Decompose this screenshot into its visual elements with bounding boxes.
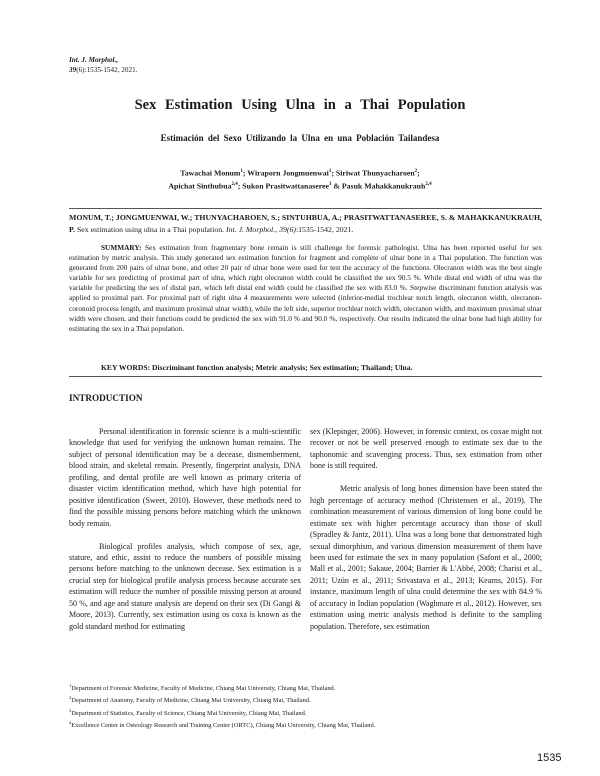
citation-block [69,212,542,235]
section-heading-introduction: INTRODUCTION [69,393,143,403]
right-column [310,426,542,644]
journal-volume: 39 [69,66,77,74]
keywords: KEY WORDS: Discriminant function analysis; Metric analysis; Sex estimation; Thailand; Ulna. [101,363,413,372]
article-subtitle: Estimación del Sexo Utilizando la Ulna en una Población Tailandesa [160,133,440,143]
footnote-text: Department of Forensic Medicine, Faculty of Medicine, Chiang Mai University, Chiang Mai, Thailand. [71,685,336,693]
paragraph: sex (Klepinger, 2006). However, in forensic context, os coxae might not recover or not be well preserved enough to estimate sex due to the taphonomic and scavenging process. Thus, sex estimation from other bone is still required. [310,427,542,471]
paragraph: Metric analysis of long bones dimension have been stated the high percentage of accuracy method (Christensen et al., 2019). The combination measurement of various dimension of long bone could be estimate sex with higher percentage accuracy than those of skull (Spradley & Jantz, 2011). Ulna was a long bone that demonstrated high sexual dimorphism, and various dimension measurement of them have been used for estimate the sex in many population (Safont et al., 2000; Mall et al., 2001; Sakaue, 2004; Barrier & L'Abbé, 2008; Charisi et al., 2011; Uzün et al., 2011; Srivastava et al., 2013; Kearns, 2015). For instance, maximum length of ulna could determine the sex with 84.9 % of accuracy in Indian population (Waghmare et al., 2012). However, sex estimation using metric analysis method is definite to the sampling population. Therefore, sex estimation [310,484,542,631]
paragraph: Personal identification in forensic science is a multi-scientific knowledge that used for verifying the unknown human remains. The subject of personal identification may be a decease, dismemberment, blood strain, and skeletal remain. Presently, fingerprint analysis, DNA profiling, and dental profile are well known as primary criteria of disaster victim identification method, which have high potential for positive identification (Sweet, 2010). However, these methods need to find the possible missing persons before matching which the unknown body remain. [69,427,301,528]
journal-header [69,55,137,75]
left-column [69,426,301,644]
author-name: Sukon Prasitwattanaseree [242,181,329,191]
article-title: Sex Estimation Using Ulna in a Thai Population [134,97,466,113]
author-affiliation: 2,4 [231,182,238,188]
abstract [69,243,542,334]
author-affiliation: 1 [328,169,332,174]
footnote-marker: 2 [69,695,72,701]
citation-title: Sex estimation using ulna in a Thai population. [75,224,227,234]
paragraph: Biological profiles analysis, which compose of sex, age, stature, and ethic, assist to reduce the numbers of possible missing persons before matching to the unknown decease. Sex estimation is a crucial step for biological profile analysis process because accurate sex estimation will reduce the number of possible missing person at around 50 %, and age and stature analysis are depend on their sex (Di Gangi & Moore, 2013). Currently, sex estimation using os coxa is known as the gold standard method for estimating [69,541,301,631]
summary-text: Sex estimation from fragmentary bone remain is still challenge for forensic pathologist. Ulna has been reported useful for sex estimation by metric analysis. This study generated sex estimation function for fragment and complete of ulnar bone in a Thai population. The function was generated from 200 pairs of ulnar bone, and other 20 pair of ulnar bone were used for test the accuracy of the functions. Olecranon width was the best single variable for sex predicting of proximal part of ulna, which right olecranon width could be classified the sex 90.5 %. While distal end width of ulna was the variable for predicting the sex of distal part, which left distal end width could be classified the sex with 83.0 %. Stepwise discriminant function analysis was applied to proximal part. For proximal part of right ulna 4 measurements were selected (inferior-medial trochlear notch length, olecranon width, olecranon-coronoid process length, and maximum proximal ulnar width), while the left side, superior trochlear notch width, olecranon width, and maximum proximal ulnar width were chosen, and their functions could be predicted the sex with 91.0 % and 90.0 %, respectively. Our results indicated the ulnar bone had high ability for estimating the sex in a Thai population. [69,243,542,333]
footnote [69,718,542,730]
author-affiliation: 2 [414,169,418,174]
author-line-1: Tawachai Monum$^1$; Wiraporn Jongmuenwai$^1$; Siriwat Thunyacharoen$^2$; [180,168,420,178]
footnote-marker: 4 [69,719,72,725]
bottom-divider [69,376,542,377]
citation-authors: MONUM, T.; JONGMUENWAI, W.; THUNYACHAROEN, S.; SINTUHBUA, A.; PRASITWATTANASEREE, S. & MAHAKKANUKRAUH, P. [69,213,542,234]
footnote-marker: 3 [69,707,72,713]
author-name: Apichat Sinthubua [168,181,232,191]
footnote-marker: 1 [69,683,72,688]
footnote [69,706,542,718]
journal-name: Int. J. Morphol., [69,56,119,64]
affiliation-footnotes [69,681,542,730]
journal-issue-pages: (6):1535-1542, 2021. [76,66,138,74]
author-affiliation: 3 [328,182,332,188]
citation-pages: :1535-1542, 2021. [295,224,354,234]
author-affiliation: 1 [240,169,243,174]
author-name: Tawachai Monum [180,168,241,178]
author-name: Wiraporn Jongmuenwai [247,168,329,178]
page-number: 1535 [537,752,562,764]
footnote-text: Department of Statistics, Faculty of Science, Chiang Mai University, Chiang Mai, Thailand. [71,709,307,717]
citation-journal: Int. J. Morphol., 39(6) [226,224,296,234]
author-list [0,166,600,192]
author-name: Siriwat Thunyacharoen [335,168,415,178]
author-name: Pasuk Mahakkanukrauh [341,181,426,191]
top-divider [69,208,542,209]
summary-label: SUMMARY: [101,243,142,252]
journal-volume-line [69,66,137,74]
footnote [69,681,542,693]
footnote [69,693,542,705]
footnote-text: Department of Anatomy, Faculty of Medicine, Chiang Mai University, Chiang Mai, Thailand. [71,697,311,705]
author-line-2: Apichat Sinthubua$^{2,4}$; Sukon Prasitwattanaseree$^3$ & Pasuk Mahakkanukrauh$^{2,4}$ [168,181,432,191]
footnote-text: Excellence Center in Osteology Research and Training Center (ORTC), Chiang Mai University, Chiang Mai, Thailand. [71,722,376,730]
author-affiliation: 2,4 [425,182,432,188]
